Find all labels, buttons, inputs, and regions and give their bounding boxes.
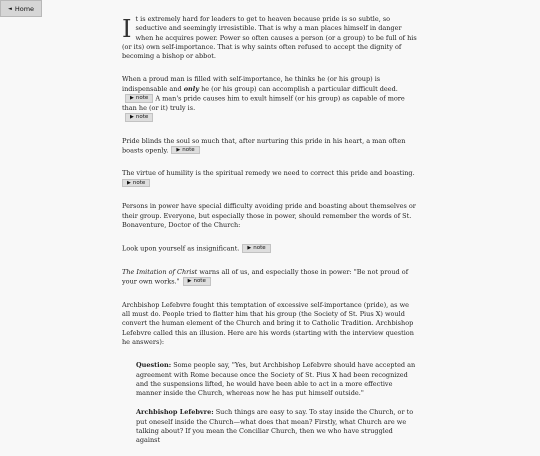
note-button[interactable] — [125, 113, 153, 122]
paragraph-6-text: Look upon yourself as insignificant. — [122, 244, 240, 253]
paragraph-2 — [122, 75, 418, 122]
paragraph-6 — [122, 244, 418, 254]
note-button[interactable] — [171, 146, 199, 155]
paragraph-4-text: The virtue of humility is the spiritual remedy we need to correct this pride and boasting. — [122, 169, 415, 178]
article-body — [122, 15, 418, 456]
paragraph-4 — [122, 169, 418, 188]
note-label: note — [135, 113, 149, 120]
note-button[interactable] — [122, 179, 150, 188]
home-label: Home — [14, 4, 35, 13]
triangle-right-icon: ▶ — [176, 146, 181, 153]
question-speaker: Question: — [136, 361, 172, 370]
paragraph-2-text-a: When a proud man is filled with self-importance, he thinks he (or his group) is indispensable and — [122, 75, 381, 93]
paragraph-3-text: Pride blinds the soul so much that, after nurturing this pride in his heart, a man often boasts openly. — [122, 136, 406, 155]
note-label: note — [193, 278, 206, 285]
paragraph-2-text-c: A man's pride causes him to exult himself (or his group) as capable of more than he (or it) truly is. — [122, 94, 405, 112]
note-button[interactable] — [125, 94, 153, 103]
paragraph-8-text: Archbishop Lefebvre fought this temptation of excessive self-importance (pride), as we all must do. People tried to flatter him that his group (the Society of St. Pius X) would convert the human element of the Church and bring it to Catholic Tradition. Archbishop Lefebvre called this an illusion. Here are his words (starting with the interview question he answers): — [122, 300, 414, 346]
note-label: note — [132, 179, 146, 186]
triangle-left-icon: ◄ — [7, 5, 12, 12]
paragraph-2-emphasis: only — [183, 84, 199, 93]
answer-speaker: Archbishop Lefebvre: — [136, 408, 214, 417]
note-button[interactable] — [183, 277, 211, 286]
paragraph-2-text-b: he (or his group) can accomplish a particular difficult deed. — [199, 84, 398, 93]
interview-answer — [136, 408, 418, 445]
triangle-right-icon: ▶ — [247, 245, 252, 252]
paragraph-5-text: Persons in power have special difficulty avoiding pride and boasting about themselves or their group. Everyone, but especially those in power, should remember the words of St. Bonaventure, Doctor of the Church: — [122, 202, 416, 229]
paragraph-1-text: t is extremely hard for leaders to get to heaven because pride is so subtle, so seductive and seemingly irresistible. That is why a man places himself in danger when he acquires power. Power so often causes a person (or a group) to be full of his (or its) own self-importance. That is why saints often refused to accept the dignity of becoming a bishop or abbot. — [122, 15, 417, 61]
paragraph-1 — [122, 15, 418, 61]
interview-question — [136, 361, 418, 398]
question-text: Some people say, "Yes, but Archbishop Lefebvre should have accepted an agreement with Rome because once the Society of St. Pius X had been recognized and the suspensions lifted, he would have been able to act in a more effective manner inside the Church, whereas now he has put himself outside." — [136, 361, 416, 398]
paragraph-7 — [122, 268, 418, 287]
book-title: The Imitation of Christ — [122, 267, 198, 276]
note-label: note — [182, 146, 195, 153]
paragraph-8 — [122, 301, 418, 347]
note-button[interactable] — [242, 244, 270, 253]
triangle-right-icon: ▶ — [130, 95, 134, 102]
note-label: note — [135, 95, 149, 102]
paragraph-5 — [122, 202, 418, 230]
paragraph-7-text: warns all of us, and especially those in power: "Be not proud of your own works." — [122, 267, 409, 286]
answer-text: Such things are easy to say. To stay inside the Church, or to put oneself inside the Church—what does that mean? Firstly, what Church are we talking about? If you mean the Conciliar Church, then we who have struggled against — [136, 408, 414, 445]
triangle-right-icon: ▶ — [130, 113, 134, 120]
triangle-right-icon: ▶ — [127, 179, 131, 186]
triangle-right-icon: ▶ — [187, 278, 192, 285]
paragraph-3 — [122, 137, 418, 156]
drop-cap: I — [122, 15, 132, 43]
home-button[interactable] — [0, 0, 42, 17]
note-label: note — [253, 245, 266, 252]
